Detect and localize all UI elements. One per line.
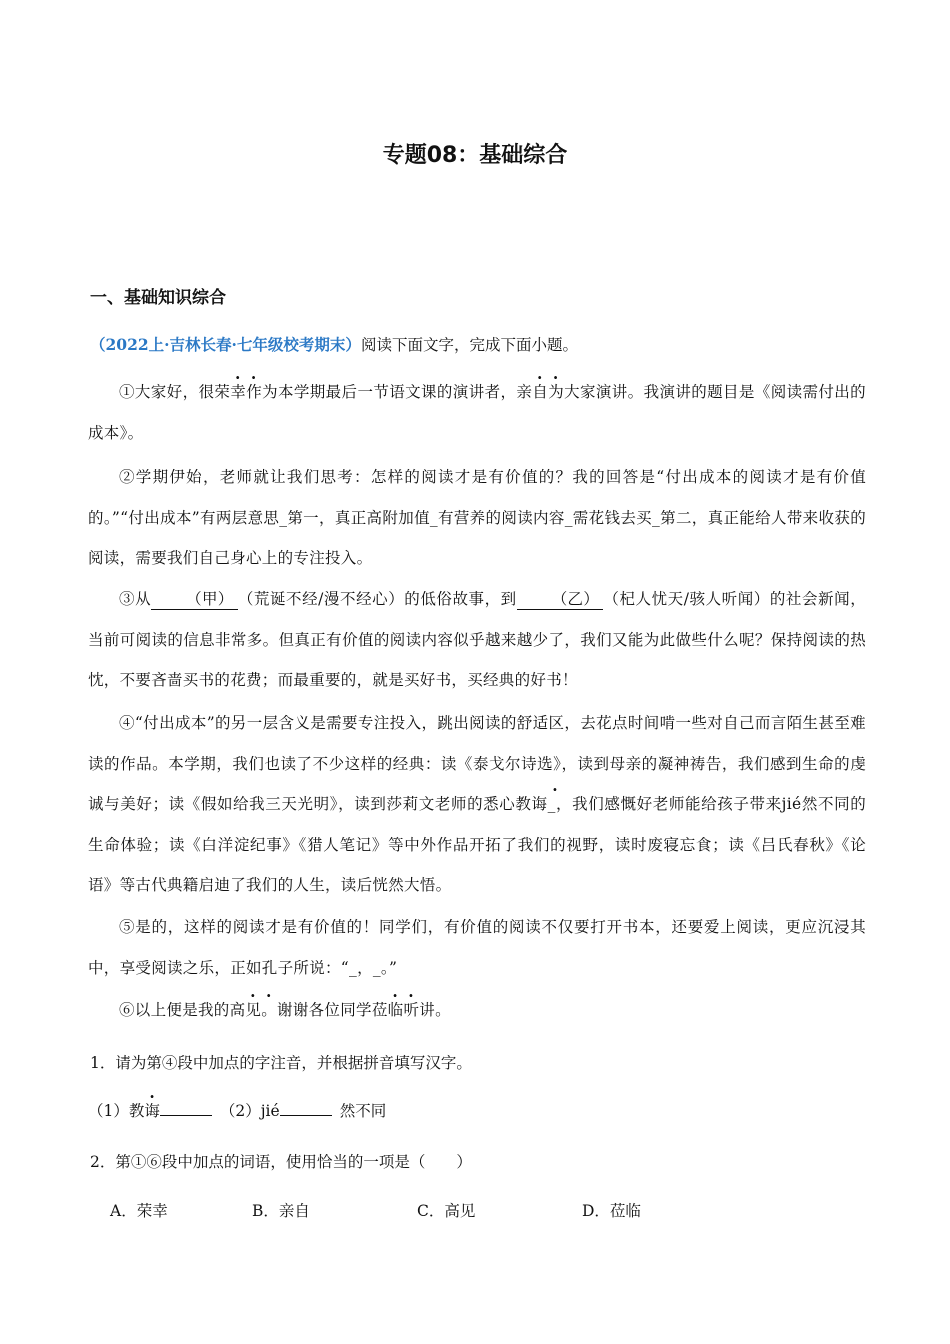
passage-paragraph-2: ②学期伊始，老师就让我们思考：怎样的阅读才是有价值的？我的回答是“付出成本的阅读才是有价值的。”“付出成本”有两层意思_第一，真正高附加值_有营养的阅读内容_需花钱去买_第二，真正能给人带来收获的阅读，需要我们自己身心上的专注投入。 (88, 468, 866, 567)
section-heading: 一、基础知识综合 (90, 288, 226, 308)
p4-text-b: _，我们感慨好老师能给孩子带来jié然不同的生命体验；读《白洋淀纪事》《猎人笔记》等中外作品开拓了我们的视野，读时废寝忘食；读《吕氏春秋》《论语》等古代典籍启迪了我们的人生，读后恍然大悟。 (88, 795, 866, 894)
p3-text-c: （杞人忧天/骇人听闻）的社会新闻，当前可阅读的信息非常多。但真正有价值的阅读内容似乎越来越少了，我们又能为此做些什么呢？保持阅读的热忱，不要吝啬买书的花费；而最重要的，就是买好书，买经典的好书！ (88, 590, 866, 689)
option-d[interactable]: D．莅临 (582, 1202, 641, 1220)
emphasized-word-gaojian: 高见 (229, 1001, 262, 1019)
p6-text-c: 听讲。 (403, 1001, 451, 1019)
p1-text-b: 作为本学期最后一节语文课的演讲者， (246, 383, 517, 401)
blank-jia: （甲） (151, 590, 237, 610)
passage-paragraph-4 (88, 703, 866, 906)
blank-yi: （乙） (517, 590, 603, 610)
source-tag: （2022上·吉林长春·七年级校考期末） (90, 335, 361, 354)
p6-text-b: 。谢谢各位同学 (261, 1001, 372, 1019)
question-1-prompt: 1．请为第④段中加点的字注音，并根据拼音填写汉字。 (90, 1054, 472, 1072)
passage-paragraph-3 (88, 579, 866, 701)
p4-text-a: ④“付出成本”的另一层含义是需要专注投入，跳出阅读的舒适区，去花点时间啃一些对自己而言陌生甚至难读的作品。本学期，我们也读了不少这样的经典：读《泰戈尔诗选》，读到母亲的凝神祷告，我们感到生命的虔诚与美好；读《假如给我三天光明》，读到莎莉文老师的悉心教 (88, 714, 866, 813)
q1-answer-blank-2[interactable] (280, 1100, 332, 1117)
passage-paragraph-1 (88, 372, 866, 453)
emphasized-word-qinzi: 亲自 (516, 383, 549, 401)
q1-part1-prefix: （1）教 (88, 1102, 145, 1120)
option-a[interactable]: A．荣幸 (110, 1202, 168, 1220)
p3-text-b: （荒诞不经/漫不经心）的低俗故事，到 (237, 590, 517, 608)
passage-paragraph-6 (88, 990, 866, 1031)
emphasized-char-hui: 诲 (531, 795, 548, 813)
option-b[interactable]: B．亲自 (252, 1202, 310, 1220)
p6-text-a: ⑥以上便是我的 (119, 1001, 230, 1019)
p3-text-a: ③从 (119, 590, 152, 608)
option-c[interactable]: C．高见 (417, 1202, 476, 1220)
emphasized-word-rongxing: 荣幸 (214, 383, 247, 401)
q1-emphasized-char: 诲 (144, 1102, 160, 1120)
question-1-parts (88, 1099, 386, 1121)
instruction-text: 阅读下面文字，完成下面小题。 (360, 336, 578, 354)
p1-text-c: 为大家演讲。我演讲的题目是《阅读需付出的成本》。 (88, 383, 866, 442)
p1-text-a: ①大家好，很 (119, 383, 215, 401)
q1-answer-blank-1[interactable] (160, 1100, 212, 1117)
q1-part2-suffix: 然不同 (339, 1102, 387, 1120)
passage-paragraph-5: ⑤是的，这样的阅读才是有价值的！同学们，有价值的阅读不仅要打开书本，还要爱上阅读，更应沉浸其中，享受阅读之乐，正如孔子所说：“_，_。” (88, 918, 866, 977)
source-line (90, 333, 578, 355)
question-2-prompt: 2．第①⑥段中加点的词语，使用恰当的一项是（ ） (90, 1153, 472, 1171)
emphasized-word-lilin: 莅临 (371, 1001, 404, 1019)
page-title: 专题08：基础综合 (382, 143, 568, 168)
q1-part2-prefix: （2）jié (219, 1102, 280, 1120)
